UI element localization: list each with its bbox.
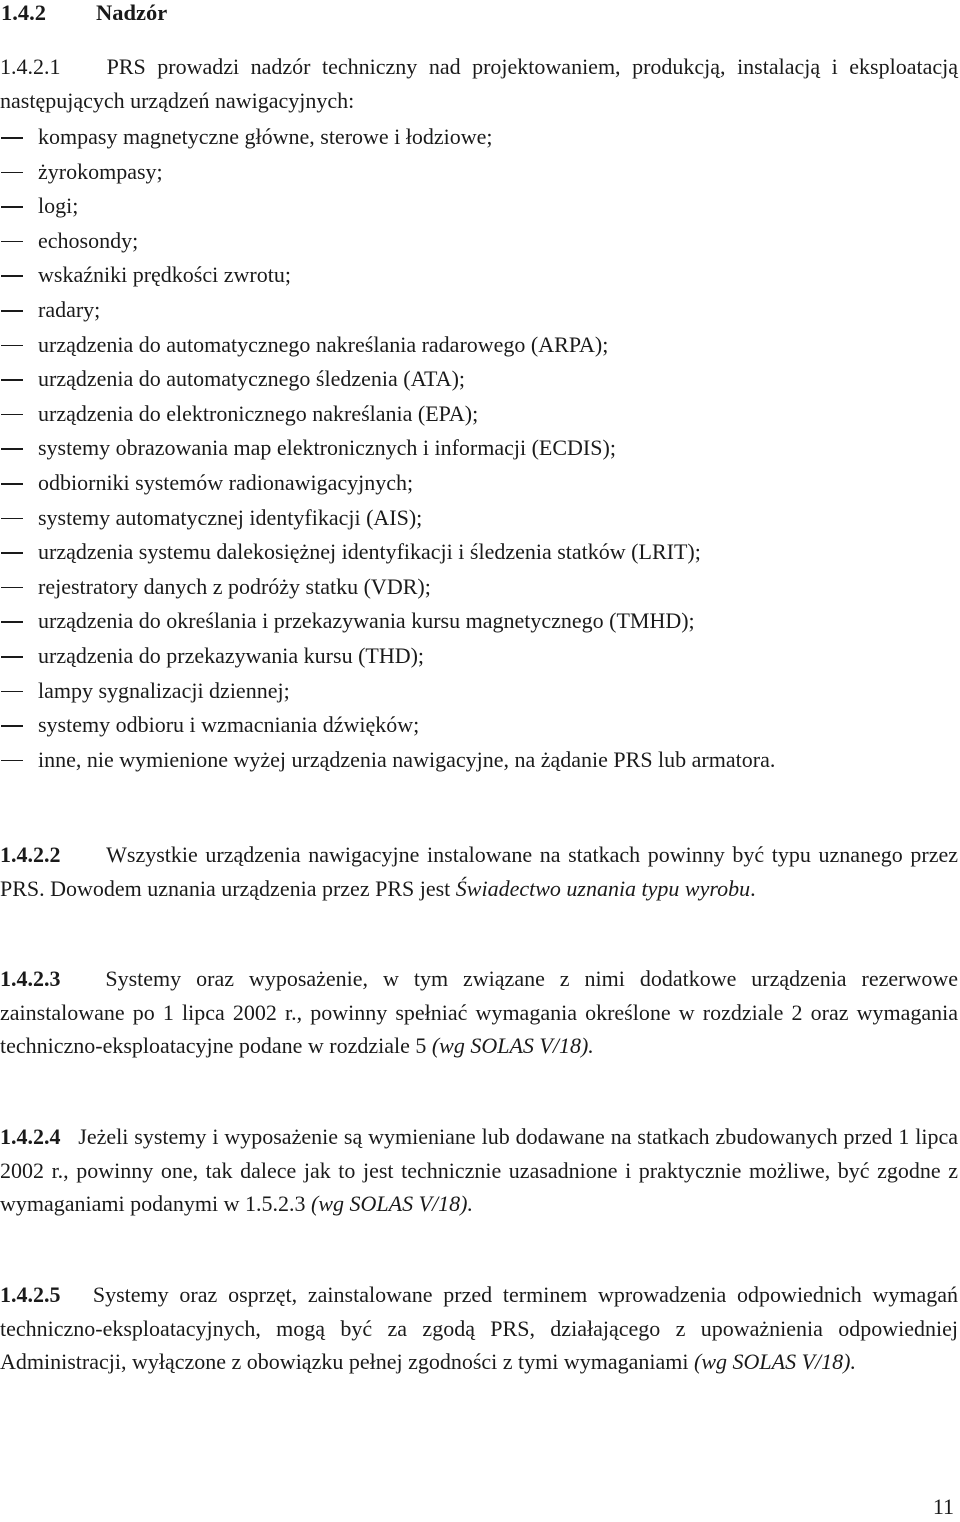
list-item: urządzenia do elektronicznego nakreślania (EPA); [38, 400, 479, 426]
paragraph-number: 1.4.2.4 [0, 1124, 61, 1149]
section-number: 1.4.2 [1, 0, 46, 25]
paragraph-number: 1.4.2.1 [0, 54, 61, 79]
list-item: urządzenia do automatycznego nakreślania radarowego (ARPA); [38, 331, 609, 357]
list-item: żyrokompasy; [38, 158, 163, 184]
paragraph-italic-text: (wg SOLAS V/18). [694, 1349, 856, 1374]
list-item: odbiorniki systemów radionawigacyjnych; [38, 469, 414, 495]
paragraph-text: Jeżeli systemy i wyposażenie są wymieniane lub dodawane na statkach zbudowanych przed 1 lipca 2002 r., powinny one, tak dalece jak to jest technicznie uzasadnione i praktycznie możliwe, być zgodne z wymaganiami podanymi w 1.5.2.3 [0, 1124, 959, 1216]
paragraph-italic-text: (wg SOLAS V/18). [431, 1033, 594, 1058]
paragraph-number: 1.4.2.5 [0, 1282, 61, 1307]
paragraph-1-4-2-2: 1.4.2.2 Wszystkie urządzenia nawigacyjne instalowane na statkach powinny być typu uznanego przez PRS. Dowodem uznania urządzenia przez PRS jest Świadectwo uznania typu wyrobu. [0, 842, 958, 901]
list-item: logi; [38, 193, 79, 219]
list-item: kompasy magnetyczne główne, sterowe i łodziowe; [38, 124, 493, 149]
list-item: rejestratory danych z podróży statku (VDR); [38, 573, 431, 599]
list-item: lampy sygnalizacji dziennej; [38, 677, 290, 703]
list-item: urządzenia systemu dalekosiężnej identyfikacji i śledzenia statków (LRIT); [38, 539, 701, 565]
paragraph-text: Wszystkie urządzenia nawigacyjne instalowane na statkach powinny być typu uznanego przez PRS. Dowodem uznania urządzenia przez PRS jest [0, 842, 958, 901]
paragraph-number: 1.4.2.2 [0, 842, 61, 867]
list-item: systemy automatycznej identyfikacji (AIS); [38, 504, 423, 530]
list-item: systemy obrazowania map elektronicznych i informacji (ECDIS); [38, 435, 616, 461]
paragraph-italic-text: (wg SOLAS V/18). [311, 1191, 473, 1216]
paragraph-text: Systemy oraz wyposażenie, w tym związane z nimi dodatkowe urządzenia rezerwowe zainstalowane po 1 lipca 2002 r., powinny spełniać wymagania określone w rozdziale 2 oraz wymagania techniczno-eksploatacyjne podane w rozdziale 5 [0, 966, 959, 1058]
navigation-devices-list [0, 120, 958, 777]
section-title: Nadzór [96, 0, 168, 25]
list-item: systemy odbioru i wzmacniania dźwięków; [38, 712, 420, 738]
paragraph-1-4-2-4 [0, 1120, 958, 1221]
paragraph-text: Systemy oraz osprzęt, zainstalowane przed terminem wprowadzenia odpowiednich wymagań techniczno-eksploatacyjnych, mogą być za zgodą PRS, działającego z upoważnienia odpowiedniej Administracji, wyłączone z obowiązku pełnej zgodności z tymi wymaganiami [0, 1282, 959, 1374]
paragraph-number: 1.4.2.3 [0, 966, 61, 991]
list-item: wskaźniki prędkości zwrotu; [38, 262, 291, 288]
list-item: urządzenia do określania i przekazywania kursu magnetycznego (TMHD); [38, 608, 695, 634]
list-item: echosondy; [38, 227, 139, 253]
page-number: 11 [932, 1494, 954, 1519]
list-item: inne, nie wymienione wyżej urządzenia nawigacyjne, na żądanie PRS lub armatora. [38, 746, 776, 772]
paragraph-1-4-2-3 [0, 962, 958, 1063]
list-item: urządzenia do przekazywania kursu (THD); [38, 642, 425, 668]
paragraph-italic-text: Świadectwo uznania typu wyrobu [455, 875, 751, 901]
paragraph-1-4-2-5 [0, 1278, 958, 1379]
list-item: radary; [38, 296, 101, 322]
section-heading [1, 0, 167, 26]
list-item: urządzenia do automatycznego śledzenia (ATA); [38, 366, 466, 392]
paragraph-1-4-2-1 [0, 50, 958, 117]
paragraph-text: PRS prowadzi nadzór techniczny nad projektowaniem, produkcją, instalacją i eksploatacją następujących urządzeń nawigacyjnych: [0, 54, 959, 113]
